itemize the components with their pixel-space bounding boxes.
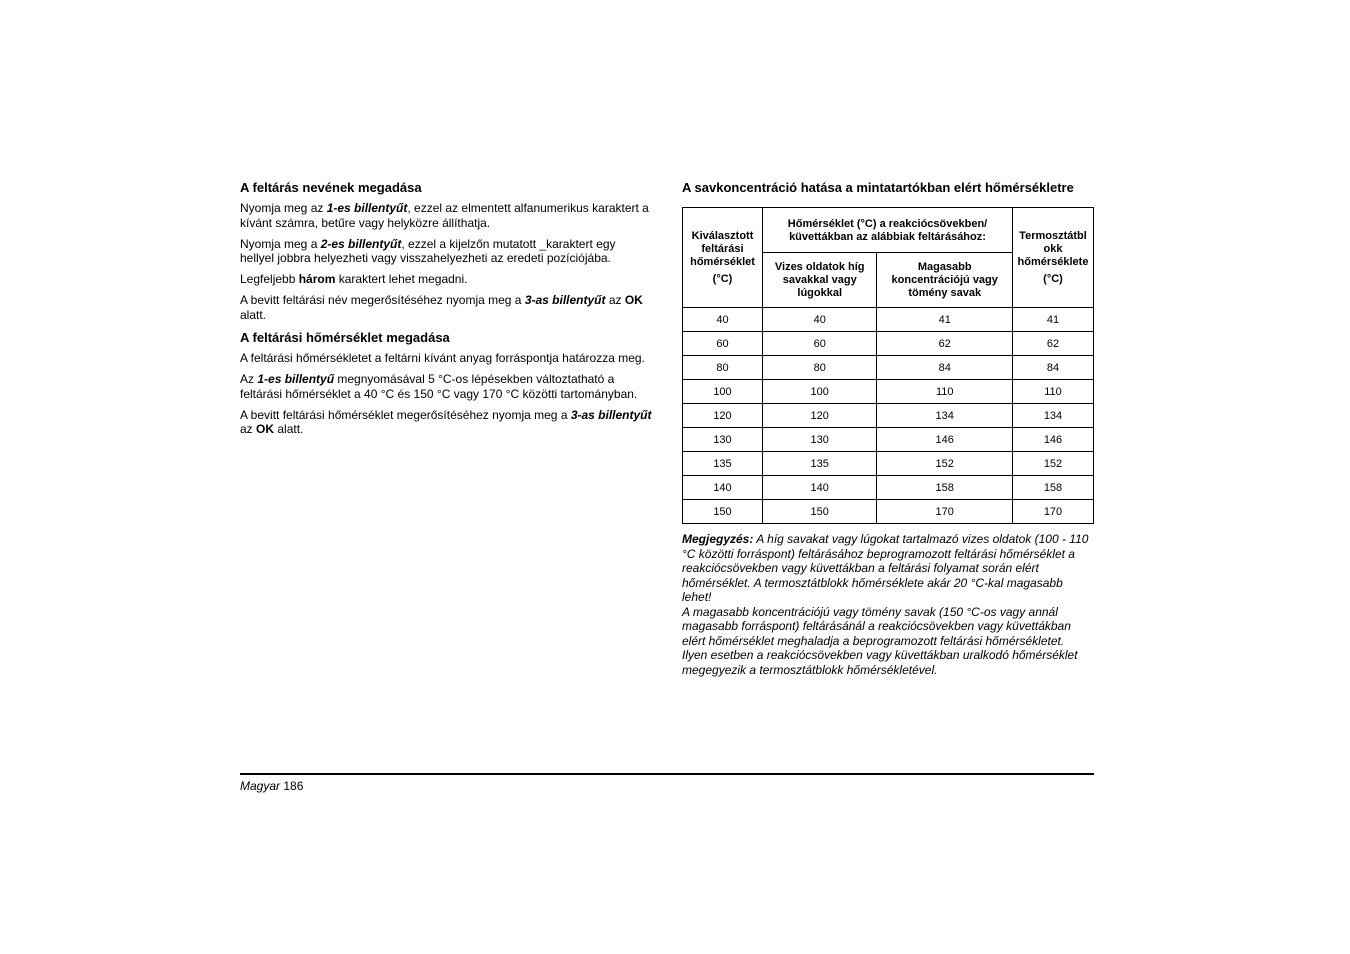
note-paragraph: Ilyen esetben a reakciócsövekben vagy küvettákban uralkodó hőmérséklet megegyezik a termosztátblokk hőmérsékletével. xyxy=(682,648,1078,677)
note-label: Megjegyzés: xyxy=(682,532,754,546)
header-tube-temp-group xyxy=(763,208,1013,253)
cell: 134 xyxy=(877,404,1013,428)
header-line: okk xyxy=(1043,242,1063,255)
cell: 80 xyxy=(683,356,763,380)
page-number: 186 xyxy=(283,779,304,793)
note-paragraph xyxy=(682,532,1094,605)
header-line: küvettákban az alábbiak feltárásához: xyxy=(789,231,986,243)
footer xyxy=(240,779,303,793)
table-row xyxy=(683,452,1094,476)
ok-label: OK xyxy=(256,422,275,436)
key-name: 3-as billentyűt xyxy=(570,407,652,422)
section-heading-temperature: A feltárási hőmérséklet megadása xyxy=(240,330,450,345)
cell: 170 xyxy=(1013,500,1094,524)
cell: 120 xyxy=(683,404,763,428)
section-heading-name: A feltárás nevének megadása xyxy=(240,180,422,195)
footer-rule xyxy=(240,773,1094,775)
text: A bevitt feltárási hőmérséklet megerősítéséhez nyomja meg a xyxy=(240,407,571,422)
text: Nyomja meg a xyxy=(240,236,321,251)
cell: 60 xyxy=(763,332,877,356)
table-row xyxy=(683,380,1094,404)
header-line: Hőmérséklet (°C) a reakciócsövekben/ xyxy=(787,218,988,230)
key-name: 1-es billentyűt xyxy=(326,201,408,215)
table-row xyxy=(683,356,1094,380)
cell: 135 xyxy=(763,452,877,476)
text: alatt. xyxy=(240,307,267,322)
cell: 152 xyxy=(877,452,1013,476)
header-line: Termosztátbl xyxy=(1019,229,1087,242)
text: alatt. xyxy=(274,422,304,436)
text: megnyomásával 5 °C-os lépésekben változtatható a feltárási hőmérséklet a 40 °C és 150 °C vagy 170 °C közötti tartományban. xyxy=(240,372,638,401)
cell: 84 xyxy=(877,356,1013,380)
text: Az xyxy=(240,372,258,386)
cell: 150 xyxy=(683,500,763,524)
cell: 130 xyxy=(763,428,877,452)
cell: 146 xyxy=(1013,428,1094,452)
ok-label: OK xyxy=(624,293,643,307)
header-line: hőmérséklet xyxy=(690,255,755,268)
paragraph-confirm-temp xyxy=(240,408,652,437)
paragraph-key2 xyxy=(240,237,652,266)
cell: 170 xyxy=(877,500,1013,524)
text: az xyxy=(605,293,625,307)
cell: 135 xyxy=(683,452,763,476)
cell: 60 xyxy=(683,332,763,356)
header-line: Vizes oldatok híg xyxy=(774,260,865,273)
text: az xyxy=(240,422,257,436)
cell: 134 xyxy=(1013,404,1094,428)
cell: 40 xyxy=(683,308,763,332)
table-row xyxy=(683,308,1094,332)
text: karaktert lehet megadni. xyxy=(335,272,468,286)
cell: 130 xyxy=(683,428,763,452)
cell: 140 xyxy=(683,476,763,500)
table-body xyxy=(683,308,1094,524)
header-line: Magasabb xyxy=(917,260,972,273)
cell: 62 xyxy=(1013,332,1094,356)
text: Legfeljebb xyxy=(240,272,299,286)
header-selected-temp xyxy=(683,208,763,308)
header-line: koncentrációjú vagy xyxy=(891,273,998,286)
note-text: A híg savakat vagy lúgokat tartalmazó vizes oldatok (100 - 110 °C közötti forráspont) feltárásához beprogramozott feltárási hőmérséklet a reakciócsövekben vagy küvettákban a feltárási folyamat során elért hőmérséklet. A termosztátblokk hőmérséklete akár 20 °C-kal magasabb lehet! xyxy=(682,532,1089,604)
header-line: savakkal vagy xyxy=(782,273,857,286)
cell: 80 xyxy=(763,356,877,380)
cell: 146 xyxy=(877,428,1013,452)
cell: 40 xyxy=(763,308,877,332)
table-row xyxy=(683,500,1094,524)
cell: 41 xyxy=(877,308,1013,332)
header-dilute xyxy=(763,253,877,308)
text: , ezzel az elmentett alfanumerikus karaktert a kívánt számra, betűre vagy helyközre állíthatja. xyxy=(240,201,649,230)
paragraph-temp-intro: A feltárási hőmérsékletet a feltárni kívánt anyag forráspontja határozza meg. xyxy=(240,351,645,365)
table-heading: A savkoncentráció hatása a mintatartókban elért hőmérsékletre xyxy=(682,180,1074,195)
paragraph-confirm-name xyxy=(240,293,652,322)
header-line: hőmérséklete xyxy=(1017,255,1089,268)
cell: 158 xyxy=(877,476,1013,500)
header-line: lúgokkal xyxy=(797,286,843,299)
header-line: tömény savak xyxy=(908,286,982,299)
cell: 140 xyxy=(763,476,877,500)
cell: 84 xyxy=(1013,356,1094,380)
header-unit: (°C) xyxy=(1043,272,1063,285)
right-column xyxy=(682,180,1094,677)
key-name: 2-es billentyűt xyxy=(320,236,402,251)
note-paragraph: A magasabb koncentrációjú vagy tömény savak (150 °C-os vagy annál magasabb forráspont) feltárásánál a reakciócsövekben vagy küvettákban elért hőmérséklet meghaladja a beprogramozott feltárási hőmérsékletet. xyxy=(682,604,1071,648)
header-line: Kiválasztott xyxy=(691,229,754,242)
table-row xyxy=(683,428,1094,452)
header-unit: (°C) xyxy=(712,272,733,285)
header-line: feltárási xyxy=(701,242,744,255)
key-name: 1-es billentyű xyxy=(257,372,335,386)
text: A bevitt feltárási név megerősítéséhez nyomja meg a xyxy=(240,293,525,307)
cell: 100 xyxy=(683,380,763,404)
cell: 120 xyxy=(763,404,877,428)
text: , ezzel a kijelzőn mutatott _karaktert egy hellyel jobbra helyezheti vagy visszahelyezheti az eredeti pozíciójába. xyxy=(240,236,616,265)
left-column xyxy=(240,180,652,443)
key-name: 3-as billentyűt xyxy=(524,293,606,307)
cell: 110 xyxy=(1013,380,1094,404)
note-block xyxy=(682,532,1094,677)
footer-language: Magyar xyxy=(240,779,281,793)
table-row xyxy=(683,476,1094,500)
cell: 150 xyxy=(763,500,877,524)
cell: 100 xyxy=(763,380,877,404)
header-concentrated xyxy=(877,253,1013,308)
cell: 110 xyxy=(877,380,1013,404)
table-row xyxy=(683,332,1094,356)
table-row xyxy=(683,404,1094,428)
cell: 158 xyxy=(1013,476,1094,500)
cell: 62 xyxy=(877,332,1013,356)
header-thermoblock-temp xyxy=(1013,208,1094,308)
paragraph-max-chars xyxy=(240,272,652,287)
temperature-table xyxy=(682,207,1094,524)
cell: 152 xyxy=(1013,452,1094,476)
bold-text: három xyxy=(298,272,336,286)
text: Nyomja meg az xyxy=(240,201,327,215)
cell: 41 xyxy=(1013,308,1094,332)
paragraph-temp-key1 xyxy=(240,372,652,401)
paragraph-key1 xyxy=(240,201,652,230)
